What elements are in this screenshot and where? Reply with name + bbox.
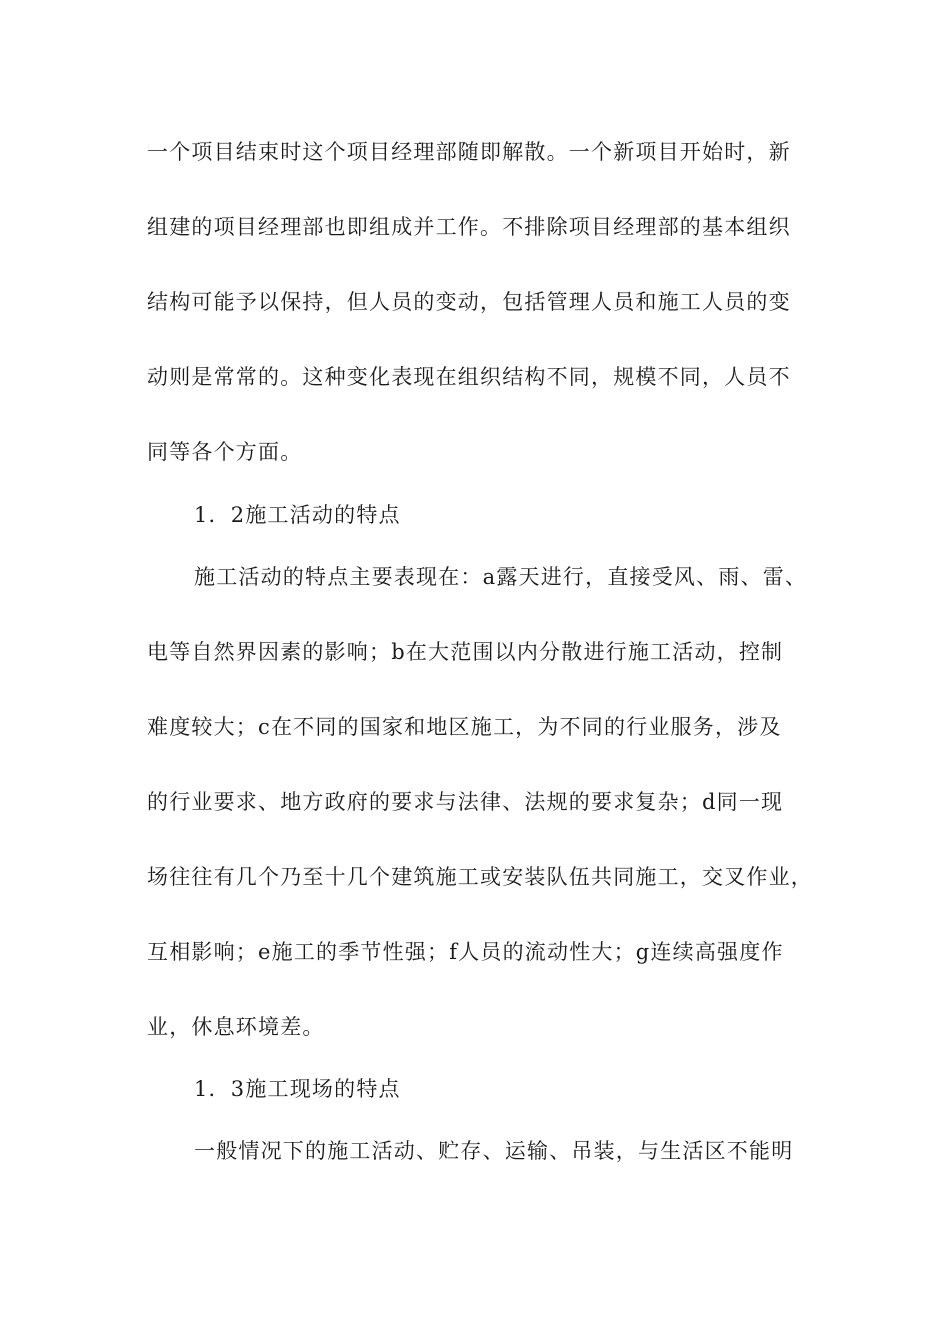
paragraph-line: 互相影响；e施工的季节性强；f人员的流动性大；g连续高强度作 — [147, 940, 784, 964]
paragraph-line: 施工活动的特点主要表现在：a露天进行，直接受风、雨、雷、 — [194, 565, 808, 589]
section-heading: 1．3施工现场的特点 — [194, 1077, 401, 1101]
paragraph-line: 业，休息环境差。 — [147, 1015, 325, 1039]
paragraph-line: 动则是常常的。这种变化表现在组织结构不同，规模不同，人员不 — [147, 365, 791, 389]
paragraph-line: 的行业要求、地方政府的要求与法律、法规的要求复杂；d同一现 — [147, 790, 784, 814]
paragraph-line: 难度较大；c在不同的国家和地区施工，为不同的行业服务，涉及 — [147, 715, 782, 739]
paragraph-line: 组建的项目经理部也即组成并工作。不排除项目经理部的基本组织 — [147, 215, 791, 239]
paragraph-line: 场往往有几个乃至十几个建筑施工或安装队伍共同施工，交叉作业， — [147, 865, 813, 889]
section-heading: 1．2施工活动的特点 — [194, 503, 401, 527]
paragraph-line: 一般情况下的施工活动、贮存、运输、吊装，与生活区不能明 — [194, 1139, 794, 1163]
paragraph-line: 电等自然界因素的影响；b在大范围以内分散进行施工活动，控制 — [147, 640, 784, 664]
paragraph-line: 一个项目结束时这个项目经理部随即解散。一个新项目开始时，新 — [147, 140, 791, 164]
paragraph-line: 结构可能予以保持，但人员的变动，包括管理人员和施工人员的变 — [147, 290, 791, 314]
paragraph-line: 同等各个方面。 — [147, 440, 303, 464]
